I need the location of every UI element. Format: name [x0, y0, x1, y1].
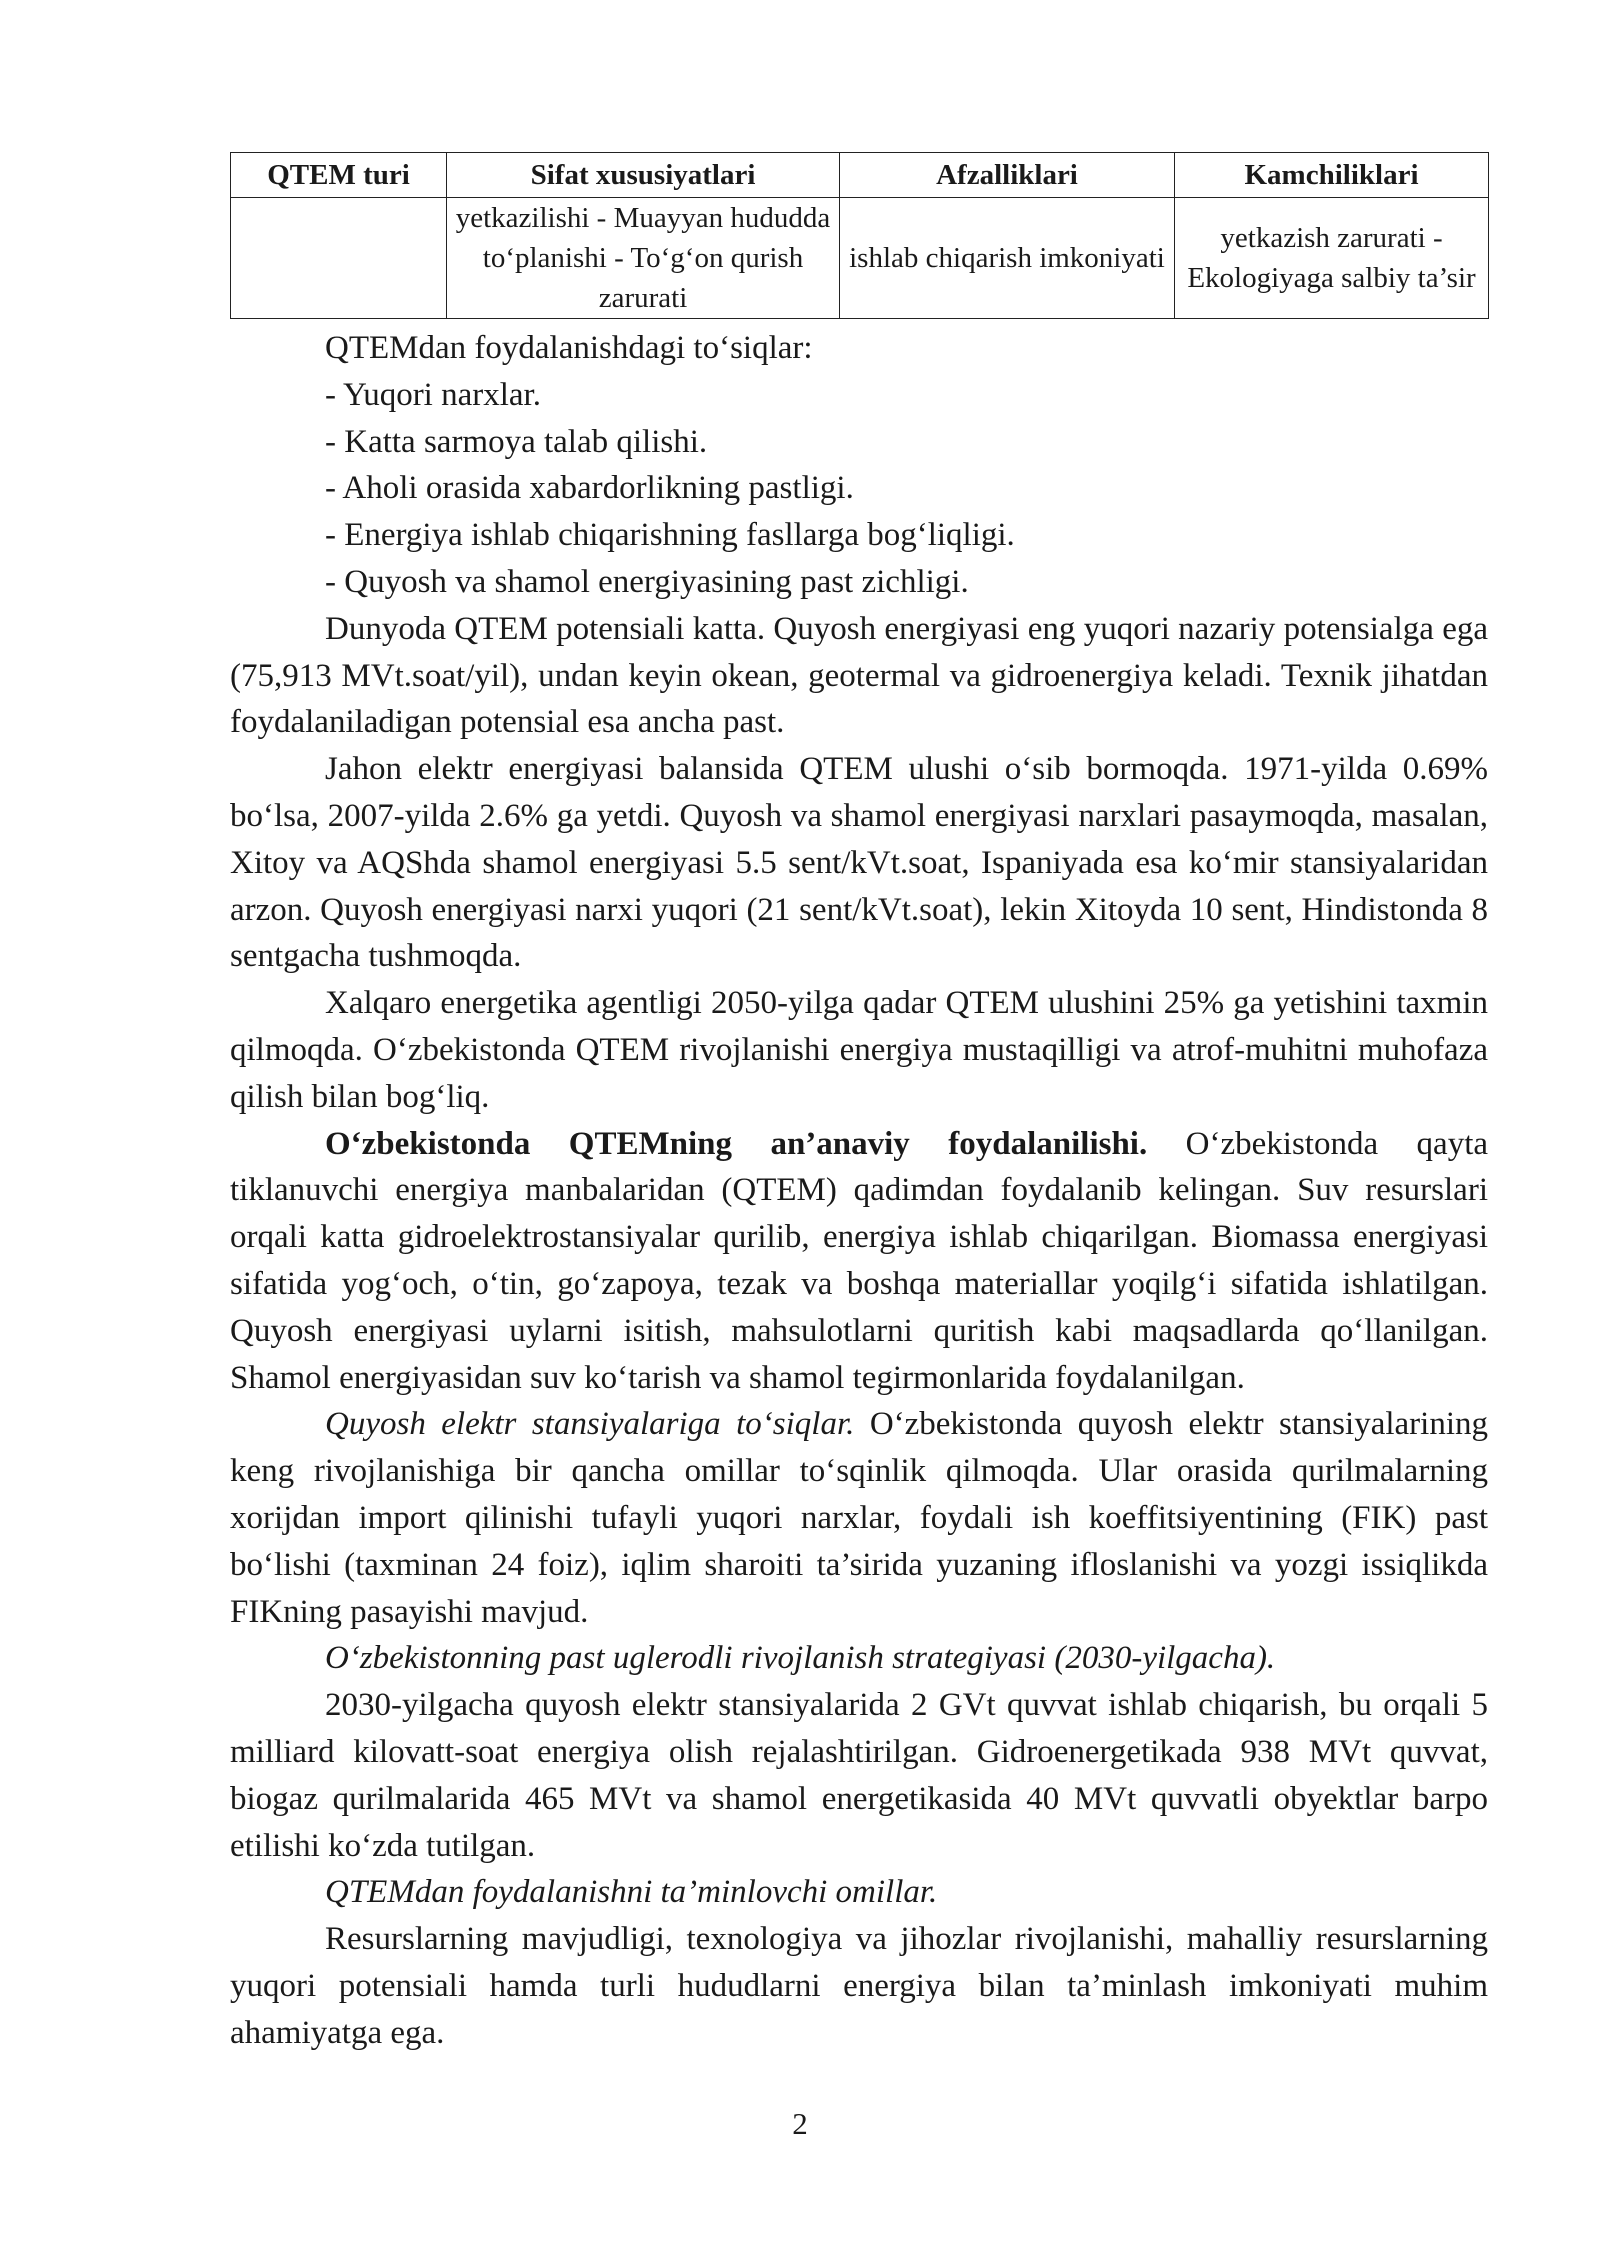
traditional-use-heading: O‘zbekistonda QTEMning an’anaviy foydalanilishi. — [325, 1125, 1148, 1162]
paragraph-world-potential: Dunyoda QTEM potensiali katta. Quyosh energiyasi eng yuqori nazariy potensialga ega (75,913 MVt.soat/yil), undan keyin okean, geotermal va gidroenergiya keladi. Texnik jihatdan foydalaniladigan potensial esa ancha past. — [230, 610, 1488, 741]
cell-advantages: ishlab chiqarish imkoniyati — [840, 198, 1175, 319]
paragraph-solar-obstacles — [230, 1401, 1488, 1635]
list-item: - Katta sarmoya talab qilishi. — [325, 423, 708, 460]
paragraph-world-balance: Jahon elektr energiyasi balansida QTEM ulushi o‘sib bormoqda. 1971-yilda 0.69% bo‘lsa, 2007-yilda 2.6% ga yetdi. Quyosh va shamol energiyasi narxlari pasaymoqda, masalan, Xitoy va AQShda shamol energiyasi 5.5 sent/kVt.soat, Ispaniyada esa ko‘mir stansiyalaridan arzon. Quyosh energiyasi narxi yuqori (21 sent/kVt.soat), lekin Xitoyda 10 sent, Hindistonda 8 sentgacha tushmoqda. — [230, 751, 1488, 975]
table-header-row — [231, 153, 1489, 198]
document-page — [230, 152, 1488, 2056]
solar-obstacles-text: O‘zbekistonda quyosh elektr stansiyalarining keng rivojlanishiga bir qancha omillar to‘sqinlik qilmoqda. Ular orasida qurilmalarning xorijdan import qilinishi tufayli yuqori narxlar, foydali ish koeffitsiyentining (FIK) past bo‘lishi (taxminan 24 foiz), iqlim sharoiti ta’sirida yuzaning ifloslanishi va yozgi issiqlikda FIKning pasayishi mavjud. — [230, 1406, 1488, 1630]
header-quality: Sifat xususiyatlari — [447, 153, 840, 198]
list-item: - Aholi orasida xabardorlikning pastligi. — [325, 470, 854, 507]
paragraph-factors: Resurslarning mavjudligi, texnologiya va jihozlar rivojlanishi, mahalliy resurslarning yuqori potensiali hamda turli hududlarni energiya bilan ta’minlash imkoniyati muhim ahamiyatga ega. — [230, 1921, 1488, 2051]
cell-disadvantages: yetkazish zarurati - Ekologiyaga salbiy ta’sir — [1175, 198, 1489, 319]
page-number: 2 — [792, 2106, 808, 2141]
header-advantages: Afzalliklari — [840, 153, 1175, 198]
factors-heading: QTEMdan foydalanishni ta’minlovchi omillar. — [325, 1874, 938, 1911]
document-body — [230, 325, 1488, 2056]
strategy-heading: O‘zbekistonning past uglerodli rivojlanish strategiyasi (2030-yilgacha). — [325, 1640, 1276, 1677]
obstacles-heading: QTEMdan foydalanishdagi to‘siqlar: — [325, 330, 813, 366]
solar-obstacles-heading: Quyosh elektr stansiyalariga to‘siqlar. — [325, 1406, 855, 1443]
list-item: - Quyosh va shamol energiyasining past zichligi. — [325, 563, 969, 600]
list-item: - Energiya ishlab chiqarishning fasllarga bog‘liqligi. — [325, 517, 1015, 554]
cell-quality: yetkazilishi - Muayyan hududda to‘planishi - To‘g‘on qurish zarurati — [447, 198, 840, 319]
paragraph-strategy: 2030-yilgacha quyosh elektr stansiyalarida 2 GVt quvvat ishlab chiqarish, bu orqali 5 milliard kilovatt-soat energiya olish rejalashtirilgan. Gidroenergetikada 938 MVt quvvat, biogaz qurilmalarida 465 MVt va shamol energetikasida 40 MVt quvvatli obyektlar barpo etilishi ko‘zda tutilgan. — [230, 1687, 1488, 1864]
header-disadvantages: Kamchiliklari — [1175, 153, 1489, 198]
qtem-table — [230, 152, 1489, 319]
header-qtem-type: QTEM turi — [231, 153, 447, 198]
list-item: - Yuqori narxlar. — [325, 376, 541, 413]
table-row — [231, 198, 1489, 319]
cell-qtem-type — [231, 198, 447, 319]
traditional-use-text: O‘zbekistonda qayta tiklanuvchi energiya manbalaridan (QTEM) qadimdan foydalanib kelingan. Suv resurslari orqali katta gidroelektrostansiyalar qurilib, energiya ishlab chiqarilgan. Biomassa energiyasi sifatida yog‘och, o‘tin, go‘zapoya, tezak va boshqa materiallar yoqilg‘i sifatida ishlatilgan. Quyosh energiyasi uylarni isitish, mahsulotlarni quritish kabi maqsadlarda qo‘llanilgan. Shamol energiyasidan suv ko‘tarish va shamol tegirmonlarida foydalanilgan. — [230, 1125, 1489, 1396]
paragraph-traditional-use — [230, 1121, 1488, 1402]
paragraph-iea-forecast: Xalqaro energetika agentligi 2050-yilga qadar QTEM ulushini 25% ga yetishini taxmin qilmoqda. O‘zbekistonda QTEM rivojlanishi energiya mustaqilligi va atrof-muhitni muhofaza qilish bilan bog‘liq. — [230, 985, 1488, 1115]
